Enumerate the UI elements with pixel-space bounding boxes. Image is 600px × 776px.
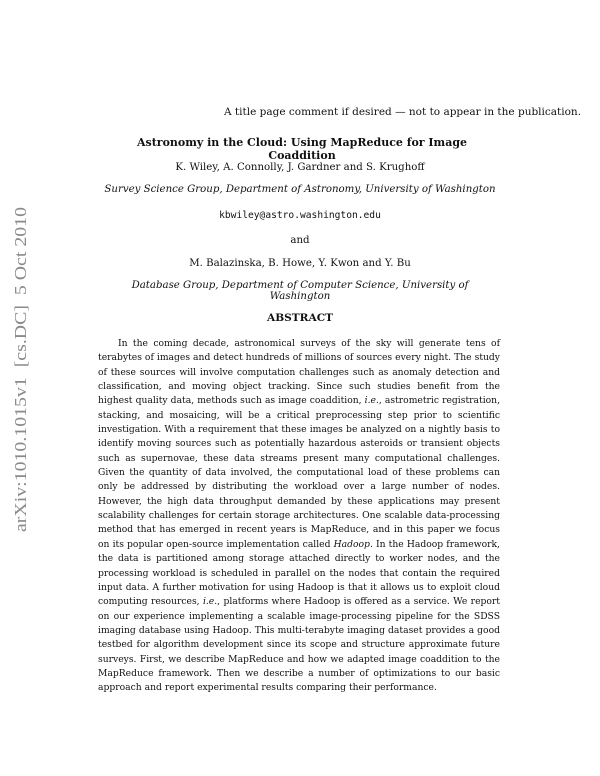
title-page-comment: A title page comment if desired — not to appear in the publication. (224, 106, 582, 118)
arxiv-text: arXiv:1010.1015v1 [cs.DC] 5 Oct 2010 (11, 261, 30, 532)
paper-title: Astronomy in the Cloud: Using MapReduce for Image Coaddition (136, 136, 468, 162)
abstract-ie-1: i.e. (364, 395, 379, 407)
authors-group-2: M. Balazinska, B. Howe, Y. Kwon and Y. Bu (189, 258, 411, 269)
abstract-body (98, 337, 500, 696)
authors-group-1: K. Wiley, A. Connolly, J. Gardner and S. Krughoff (175, 162, 425, 173)
arxiv-stamp (4, 200, 34, 540)
abstract-text-4: , platforms where Hadoop is offered as a service. We report on our experience implementing a scalable image-processing pipeline for the SDSS imaging database using Hadoop. This multi-terabyte imaging dataset provides a good testbed for algorithm development since its scope and structure approximate future surveys. First, we describe MapReduce and how we adapted image coaddition to the MapReduce framework. Then we describe a number of optimizations to our basic approach and report experimental results comparing their performance. (98, 596, 500, 694)
and-separator: and (290, 235, 310, 246)
abstract-hadoop: Hadoop (333, 538, 370, 550)
affiliation-2: Database Group, Department of Computer Science, University of Washington (131, 280, 469, 302)
abstract-text-2: , astrometric registration, stacking, and mosaicing, will be a critical preprocessing step prior to scientific investigation. With a requirement that these images be analyzed on a nightly basis to identify moving sources such as potentially hazardous asteroids or transient objects such as supernovae, these data streams present many computational challenges. Given the quantity of data involved, the computational load of these problems can only be addressed by distributing the workload over a large number of nodes. However, the high data throughput demanded by these applications may present scalability challenges for certain storage architectures. One scalable data-processing method that has emerged in recent years is MapReduce, and in this paper we focus on its popular open-source implementation called (98, 395, 501, 550)
affiliation-1: Survey Science Group, Department of Astronomy, University of Washington (104, 184, 496, 195)
abstract-text-1: In the coming decade, astronomical surveys of the sky will generate tens of terabytes of images and detect hundreds of millions of sources every night. The study of these sources will involve computation challenges such as anomaly detection and classification, and moving object tracking. Since such studies benefit from the highest quality data, methods such as image coaddition, (98, 338, 500, 407)
abstract-text-3: . In the Hadoop framework, the data is partitioned among storage attached directly to worker nodes, and the processing workload is scheduled in parallel on the nodes that contain the required input data. A further motivation for using Hadoop is that it allows us to exploit cloud computing resources, (98, 538, 500, 608)
abstract-heading: ABSTRACT (266, 312, 334, 324)
abstract-paragraph (98, 337, 500, 696)
author-email: kbwiley@astro.washington.edu (219, 210, 381, 221)
abstract-ie-2: i.e. (202, 596, 218, 608)
arxiv-identifier (4, 200, 34, 540)
